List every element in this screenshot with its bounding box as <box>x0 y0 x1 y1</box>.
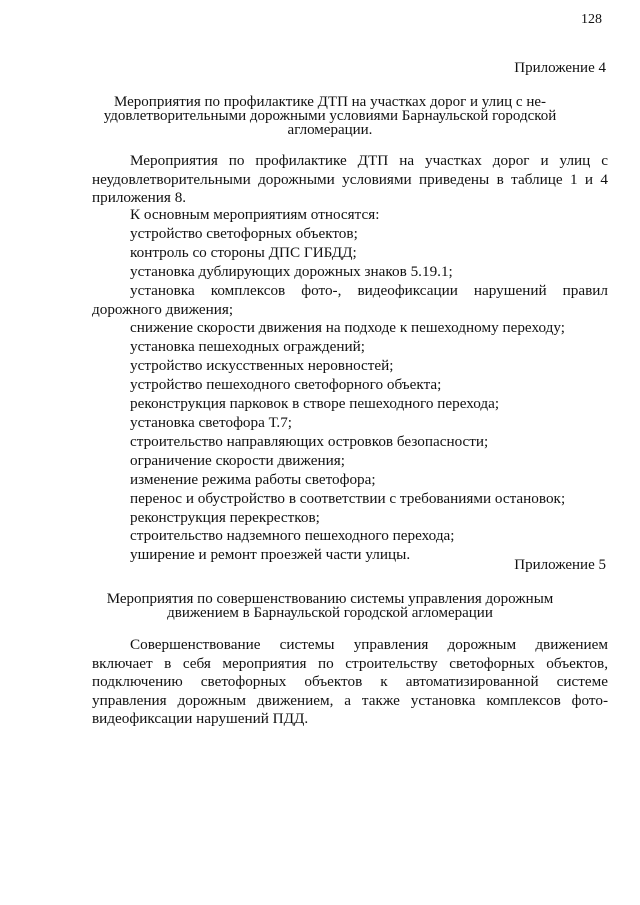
list-item: реконструкция перекрестков; <box>130 508 320 526</box>
list-item: установка дублирующих дорожных знаков 5.19.1; <box>130 262 453 280</box>
page-number: 128 <box>581 12 602 27</box>
list-item: К основным мероприятиям относятся: <box>130 206 380 223</box>
list-item: уширение и ремонт проезжей части улицы. <box>130 546 411 564</box>
list-item: устройство пешеходного светофорного объекта; <box>130 376 442 394</box>
appendix-4-intro: Мероприятия по профилактике ДТП на участках дорог и улиц с неудовлетворительными дорожными условиями приведены в таблице 1 и 4 приложения 8. <box>92 152 608 206</box>
appendix-4-label: Приложение 4 <box>514 60 606 76</box>
list-item: устройство искусственных неровностей; <box>130 357 394 375</box>
list-item: строительство направляющих островков безопасности; <box>130 432 489 450</box>
list-item: контроль со стороны ДПС ГИБДД; <box>130 243 357 261</box>
list-item: строительство надземного пешеходного перехода; <box>130 527 455 545</box>
appendix-5-body: Совершенствование системы управления дорожным движением включает в себя мероприятия по строительству светофорных объектов, подключению светофорных объектов к автоматизированной системе управления дорожным движением, а также установка комплексов фото- видеофиксации нарушений ПДД. <box>92 636 608 727</box>
list-item: реконструкция парковок в створе пешеходного перехода; <box>130 395 500 413</box>
appendix-5-title: Мероприятия по совершенствованию системы управления дорожным движением в Барнаульской городской агломерации <box>106 591 554 621</box>
list-item: установка комплексов фото-, видеофиксации нарушений правил дорожного движения; <box>92 281 608 318</box>
list-item: ограничение скорости движения; <box>130 451 345 469</box>
appendix-4-title: Мероприятия по профилактике ДТП на участках дорог и улиц с не-удовлетворительными дорожными условиями Барнаульской городской агломерации. <box>103 94 557 138</box>
list-item: установка светофора Т.7; <box>130 413 293 431</box>
measures-list <box>92 206 608 565</box>
list-item: перенос и обустройство в соответствии с требованиями остановок; <box>130 489 566 507</box>
appendix-5-label: Приложение 5 <box>514 557 606 573</box>
list-item: устройство светофорных объектов; <box>130 224 358 242</box>
list-item: снижение скорости движения на подходе к пешеходному переходу; <box>130 319 565 337</box>
list-item: установка пешеходных ограждений; <box>130 338 365 356</box>
list-item: изменение режима работы светофора; <box>130 470 376 488</box>
